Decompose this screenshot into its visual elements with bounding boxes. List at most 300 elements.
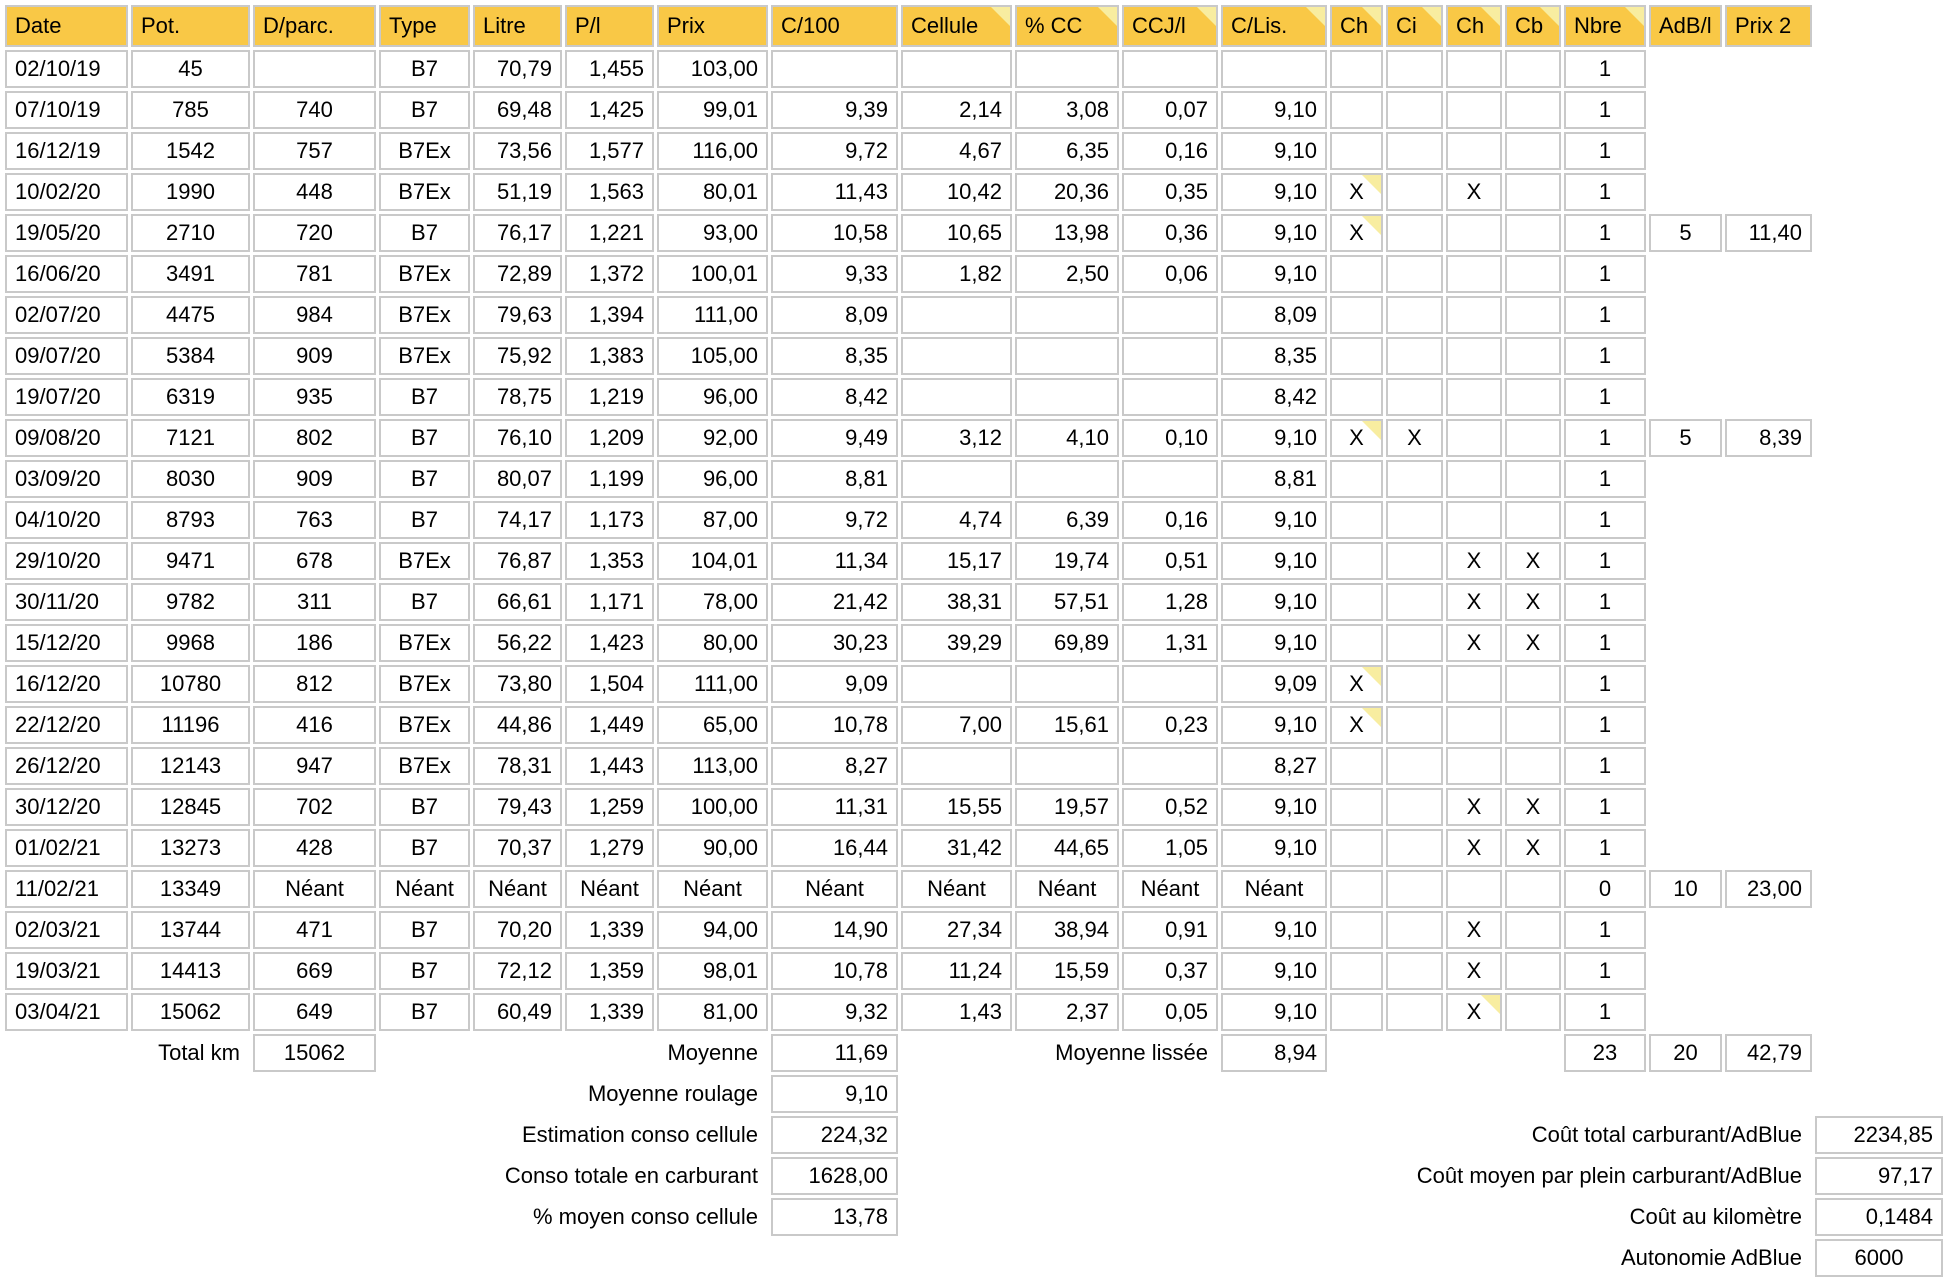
cell-type-row7[interactable]: B7Ex: [379, 296, 470, 334]
cell-clis-row8[interactable]: 8,35: [1221, 337, 1327, 375]
cell-dparc-row21[interactable]: Néant: [253, 870, 376, 908]
cell-clis-row19[interactable]: 9,10: [1221, 788, 1327, 826]
column-header-nbre[interactable]: Nbre: [1564, 5, 1646, 47]
cell-nbre-row24[interactable]: 1: [1564, 993, 1646, 1031]
cell-dparc-row13[interactable]: 678: [253, 542, 376, 580]
cell-prix2-row19[interactable]: [1725, 788, 1812, 826]
cell-cb-row19[interactable]: X: [1505, 788, 1561, 826]
cell-adbl-row5[interactable]: 5: [1649, 214, 1722, 252]
cell-clis-row3[interactable]: 9,10: [1221, 132, 1327, 170]
cell-prix2-row6[interactable]: [1725, 255, 1812, 293]
cell-pot-row20[interactable]: 13273: [131, 829, 250, 867]
cell-date-row4[interactable]: 10/02/20: [5, 173, 128, 211]
cell-dparc-row8[interactable]: 909: [253, 337, 376, 375]
cell-cellule-row15[interactable]: 39,29: [901, 624, 1012, 662]
cell-pl-row9[interactable]: 1,219: [565, 378, 654, 416]
cell-type-row23[interactable]: B7: [379, 952, 470, 990]
cell-pl-row19[interactable]: 1,259: [565, 788, 654, 826]
cell-prix-row17[interactable]: 65,00: [657, 706, 768, 744]
cout-kilometre-label[interactable]: Coût au kilomètre: [1629, 1204, 1802, 1229]
cell-ccjl-row17[interactable]: 0,23: [1122, 706, 1218, 744]
cell-ch1-row14[interactable]: [1330, 583, 1383, 621]
cell-nbre-row16[interactable]: 1: [1564, 665, 1646, 703]
cell-cellule-row14[interactable]: 38,31: [901, 583, 1012, 621]
cell-dparc-row16[interactable]: 812: [253, 665, 376, 703]
cell-ci-row15[interactable]: [1386, 624, 1443, 662]
cell-prix-row19[interactable]: 100,00: [657, 788, 768, 826]
cell-nbre-row6[interactable]: 1: [1564, 255, 1646, 293]
cell-date-row14[interactable]: 30/11/20: [5, 583, 128, 621]
cell-ccjl-row20[interactable]: 1,05: [1122, 829, 1218, 867]
cell-dparc-row14[interactable]: 311: [253, 583, 376, 621]
cell-pl-row11[interactable]: 1,199: [565, 460, 654, 498]
cell-c100-row9[interactable]: 8,42: [771, 378, 898, 416]
cell-adbl-row2[interactable]: [1649, 91, 1722, 129]
cout-moyen-plein-value[interactable]: 97,17: [1815, 1157, 1943, 1195]
cell-prix2-row24[interactable]: [1725, 993, 1812, 1031]
cell-nbre-row19[interactable]: 1: [1564, 788, 1646, 826]
cell-ccjl-row1[interactable]: [1122, 50, 1218, 88]
cell-ch2-row4[interactable]: X: [1446, 173, 1502, 211]
cell-prix2-row23[interactable]: [1725, 952, 1812, 990]
pct-moyen-conso-cellule-label[interactable]: % moyen conso cellule: [532, 1204, 758, 1229]
cell-clis-row1[interactable]: [1221, 50, 1327, 88]
cell-pl-row24[interactable]: 1,339: [565, 993, 654, 1031]
cell-cb-row22[interactable]: [1505, 911, 1561, 949]
cell-dparc-row1[interactable]: [253, 50, 376, 88]
cell-date-row20[interactable]: 01/02/21: [5, 829, 128, 867]
cell-ch1-row13[interactable]: [1330, 542, 1383, 580]
cell-ccjl-row10[interactable]: 0,10: [1122, 419, 1218, 457]
cell-pot-row17[interactable]: 11196: [131, 706, 250, 744]
cell-prix2-row18[interactable]: [1725, 747, 1812, 785]
cell-c100-row18[interactable]: 8,27: [771, 747, 898, 785]
cell-cellule-row22[interactable]: 27,34: [901, 911, 1012, 949]
cell-date-row9[interactable]: 19/07/20: [5, 378, 128, 416]
cell-adbl-row6[interactable]: [1649, 255, 1722, 293]
cell-cb-row21[interactable]: [1505, 870, 1561, 908]
cell-nbre-row5[interactable]: 1: [1564, 214, 1646, 252]
cell-c100-row2[interactable]: 9,39: [771, 91, 898, 129]
cell-pl-row22[interactable]: 1,339: [565, 911, 654, 949]
cell-prix-row12[interactable]: 87,00: [657, 501, 768, 539]
cell-c100-row13[interactable]: 11,34: [771, 542, 898, 580]
cell-pl-row16[interactable]: 1,504: [565, 665, 654, 703]
cell-pcc-row23[interactable]: 15,59: [1015, 952, 1119, 990]
cell-clis-row12[interactable]: 9,10: [1221, 501, 1327, 539]
cell-type-row24[interactable]: B7: [379, 993, 470, 1031]
cell-ccjl-row14[interactable]: 1,28: [1122, 583, 1218, 621]
cell-type-row3[interactable]: B7Ex: [379, 132, 470, 170]
cell-cellule-row6[interactable]: 1,82: [901, 255, 1012, 293]
column-header-type[interactable]: Type: [379, 5, 470, 47]
cell-pot-row22[interactable]: 13744: [131, 911, 250, 949]
cell-c100-row17[interactable]: 10,78: [771, 706, 898, 744]
cell-clis-row5[interactable]: 9,10: [1221, 214, 1327, 252]
cell-type-row2[interactable]: B7: [379, 91, 470, 129]
cell-type-row1[interactable]: B7: [379, 50, 470, 88]
cell-ch2-row20[interactable]: X: [1446, 829, 1502, 867]
cell-prix2-row10[interactable]: 8,39: [1725, 419, 1812, 457]
cell-ccjl-row22[interactable]: 0,91: [1122, 911, 1218, 949]
cell-cb-row1[interactable]: [1505, 50, 1561, 88]
cell-ch1-row10[interactable]: X: [1330, 419, 1383, 457]
cell-ch1-row6[interactable]: [1330, 255, 1383, 293]
cell-ccjl-row4[interactable]: 0,35: [1122, 173, 1218, 211]
cell-pcc-row8[interactable]: [1015, 337, 1119, 375]
cell-clis-row4[interactable]: 9,10: [1221, 173, 1327, 211]
cell-pcc-row24[interactable]: 2,37: [1015, 993, 1119, 1031]
cell-clis-row16[interactable]: 9,09: [1221, 665, 1327, 703]
cell-date-row5[interactable]: 19/05/20: [5, 214, 128, 252]
cell-ch1-row2[interactable]: [1330, 91, 1383, 129]
cell-ci-row7[interactable]: [1386, 296, 1443, 334]
cell-dparc-row24[interactable]: 649: [253, 993, 376, 1031]
cell-pcc-row21[interactable]: Néant: [1015, 870, 1119, 908]
cell-adbl-row4[interactable]: [1649, 173, 1722, 211]
cell-ccjl-row9[interactable]: [1122, 378, 1218, 416]
cell-date-row12[interactable]: 04/10/20: [5, 501, 128, 539]
cell-litre-row24[interactable]: 60,49: [473, 993, 562, 1031]
cell-pl-row1[interactable]: 1,455: [565, 50, 654, 88]
cell-pot-row14[interactable]: 9782: [131, 583, 250, 621]
cell-litre-row21[interactable]: Néant: [473, 870, 562, 908]
cell-date-row18[interactable]: 26/12/20: [5, 747, 128, 785]
cell-pot-row1[interactable]: 45: [131, 50, 250, 88]
cell-nbre-row10[interactable]: 1: [1564, 419, 1646, 457]
cell-cb-row16[interactable]: [1505, 665, 1561, 703]
autonomie-adblue-label[interactable]: Autonomie AdBlue: [1620, 1245, 1802, 1270]
cell-prix-row14[interactable]: 78,00: [657, 583, 768, 621]
cell-pl-row18[interactable]: 1,443: [565, 747, 654, 785]
cell-pot-row8[interactable]: 5384: [131, 337, 250, 375]
cell-c100-row1[interactable]: [771, 50, 898, 88]
cell-prix2-row14[interactable]: [1725, 583, 1812, 621]
cout-moyen-plein-label[interactable]: Coût moyen par plein carburant/AdBlue: [1416, 1163, 1802, 1188]
cell-pl-row17[interactable]: 1,449: [565, 706, 654, 744]
cell-prix-row10[interactable]: 92,00: [657, 419, 768, 457]
cell-date-row22[interactable]: 02/03/21: [5, 911, 128, 949]
cell-dparc-row20[interactable]: 428: [253, 829, 376, 867]
column-header-clis[interactable]: C/Lis.: [1221, 5, 1327, 47]
cell-cellule-row18[interactable]: [901, 747, 1012, 785]
cell-cb-row14[interactable]: X: [1505, 583, 1561, 621]
moyenne-lissee-value[interactable]: 8,94: [1221, 1034, 1327, 1072]
cell-ccjl-row16[interactable]: [1122, 665, 1218, 703]
column-header-litre[interactable]: Litre: [473, 5, 562, 47]
moyenne-roulage-label[interactable]: Moyenne roulage: [587, 1081, 758, 1106]
cell-c100-row10[interactable]: 9,49: [771, 419, 898, 457]
column-header-ccjl[interactable]: CCJ/l: [1122, 5, 1218, 47]
cout-total-value[interactable]: 2234,85: [1815, 1116, 1943, 1154]
cell-pot-row5[interactable]: 2710: [131, 214, 250, 252]
cell-prix2-row9[interactable]: [1725, 378, 1812, 416]
cell-pot-row9[interactable]: 6319: [131, 378, 250, 416]
cell-ccjl-row18[interactable]: [1122, 747, 1218, 785]
cell-cb-row8[interactable]: [1505, 337, 1561, 375]
cell-cb-row11[interactable]: [1505, 460, 1561, 498]
cell-pl-row12[interactable]: 1,173: [565, 501, 654, 539]
cell-date-row19[interactable]: 30/12/20: [5, 788, 128, 826]
cell-date-row16[interactable]: 16/12/20: [5, 665, 128, 703]
cell-prix-row11[interactable]: 96,00: [657, 460, 768, 498]
cell-ch2-row18[interactable]: [1446, 747, 1502, 785]
cell-nbre-row7[interactable]: 1: [1564, 296, 1646, 334]
cell-prix-row22[interactable]: 94,00: [657, 911, 768, 949]
cell-nbre-row2[interactable]: 1: [1564, 91, 1646, 129]
cell-cellule-row23[interactable]: 11,24: [901, 952, 1012, 990]
cell-cb-row9[interactable]: [1505, 378, 1561, 416]
cell-ch2-row12[interactable]: [1446, 501, 1502, 539]
cell-prix-row6[interactable]: 100,01: [657, 255, 768, 293]
cell-ci-row4[interactable]: [1386, 173, 1443, 211]
moyenne-lissee-label[interactable]: Moyenne lissée: [1055, 1040, 1208, 1065]
cell-date-row13[interactable]: 29/10/20: [5, 542, 128, 580]
cell-pl-row13[interactable]: 1,353: [565, 542, 654, 580]
column-header-pcc[interactable]: % CC: [1015, 5, 1119, 47]
moyenne-value[interactable]: 11,69: [771, 1034, 898, 1072]
cell-nbre-row3[interactable]: 1: [1564, 132, 1646, 170]
cell-nbre-row23[interactable]: 1: [1564, 952, 1646, 990]
cell-date-row1[interactable]: 02/10/19: [5, 50, 128, 88]
cell-cb-row12[interactable]: [1505, 501, 1561, 539]
cell-cb-row13[interactable]: X: [1505, 542, 1561, 580]
cell-ch2-row15[interactable]: X: [1446, 624, 1502, 662]
cell-prix2-row22[interactable]: [1725, 911, 1812, 949]
cell-litre-row1[interactable]: 70,79: [473, 50, 562, 88]
cell-pcc-row18[interactable]: [1015, 747, 1119, 785]
cell-dparc-row22[interactable]: 471: [253, 911, 376, 949]
cell-cellule-row20[interactable]: 31,42: [901, 829, 1012, 867]
cell-date-row8[interactable]: 09/07/20: [5, 337, 128, 375]
cell-ci-row18[interactable]: [1386, 747, 1443, 785]
cell-pl-row8[interactable]: 1,383: [565, 337, 654, 375]
cell-prix2-row11[interactable]: [1725, 460, 1812, 498]
cell-type-row20[interactable]: B7: [379, 829, 470, 867]
cell-ch1-row23[interactable]: [1330, 952, 1383, 990]
cell-ccjl-row7[interactable]: [1122, 296, 1218, 334]
cell-ch1-row9[interactable]: [1330, 378, 1383, 416]
cell-pot-row3[interactable]: 1542: [131, 132, 250, 170]
cell-pot-row11[interactable]: 8030: [131, 460, 250, 498]
cell-pcc-row13[interactable]: 19,74: [1015, 542, 1119, 580]
cell-ch1-row24[interactable]: [1330, 993, 1383, 1031]
cell-prix-row18[interactable]: 113,00: [657, 747, 768, 785]
prix2-total[interactable]: 42,79: [1725, 1034, 1812, 1072]
cell-cb-row10[interactable]: [1505, 419, 1561, 457]
cell-ccjl-row19[interactable]: 0,52: [1122, 788, 1218, 826]
cell-dparc-row5[interactable]: 720: [253, 214, 376, 252]
moyenne-label[interactable]: Moyenne: [667, 1040, 758, 1065]
column-header-pl[interactable]: P/l: [565, 5, 654, 47]
cell-clis-row10[interactable]: 9,10: [1221, 419, 1327, 457]
cell-pot-row23[interactable]: 14413: [131, 952, 250, 990]
cell-ci-row17[interactable]: [1386, 706, 1443, 744]
cell-ch2-row5[interactable]: [1446, 214, 1502, 252]
cell-c100-row5[interactable]: 10,58: [771, 214, 898, 252]
cell-pl-row3[interactable]: 1,577: [565, 132, 654, 170]
cell-cb-row7[interactable]: [1505, 296, 1561, 334]
cell-prix-row8[interactable]: 105,00: [657, 337, 768, 375]
cell-prix-row24[interactable]: 81,00: [657, 993, 768, 1031]
cell-clis-row7[interactable]: 8,09: [1221, 296, 1327, 334]
cell-c100-row16[interactable]: 9,09: [771, 665, 898, 703]
cell-type-row17[interactable]: B7Ex: [379, 706, 470, 744]
cell-clis-row22[interactable]: 9,10: [1221, 911, 1327, 949]
cell-litre-row5[interactable]: 76,17: [473, 214, 562, 252]
cell-type-row11[interactable]: B7: [379, 460, 470, 498]
cell-dparc-row17[interactable]: 416: [253, 706, 376, 744]
cell-ci-row12[interactable]: [1386, 501, 1443, 539]
cell-cellule-row17[interactable]: 7,00: [901, 706, 1012, 744]
cell-adbl-row16[interactable]: [1649, 665, 1722, 703]
cell-type-row12[interactable]: B7: [379, 501, 470, 539]
cell-prix-row15[interactable]: 80,00: [657, 624, 768, 662]
cell-adbl-row1[interactable]: [1649, 50, 1722, 88]
cell-cellule-row24[interactable]: 1,43: [901, 993, 1012, 1031]
cell-litre-row4[interactable]: 51,19: [473, 173, 562, 211]
cell-pcc-row14[interactable]: 57,51: [1015, 583, 1119, 621]
cell-ch1-row11[interactable]: [1330, 460, 1383, 498]
cell-ch2-row6[interactable]: [1446, 255, 1502, 293]
cell-nbre-row18[interactable]: 1: [1564, 747, 1646, 785]
adb-total[interactable]: 20: [1649, 1034, 1722, 1072]
cell-prix-row16[interactable]: 111,00: [657, 665, 768, 703]
cell-adbl-row7[interactable]: [1649, 296, 1722, 334]
cell-prix-row7[interactable]: 111,00: [657, 296, 768, 334]
cell-type-row6[interactable]: B7Ex: [379, 255, 470, 293]
cell-adbl-row18[interactable]: [1649, 747, 1722, 785]
cell-cellule-row7[interactable]: [901, 296, 1012, 334]
cell-date-row17[interactable]: 22/12/20: [5, 706, 128, 744]
column-header-prix2[interactable]: Prix 2: [1725, 5, 1812, 47]
cell-ch1-row16[interactable]: X: [1330, 665, 1383, 703]
cell-nbre-row21[interactable]: 0: [1564, 870, 1646, 908]
cell-c100-row20[interactable]: 16,44: [771, 829, 898, 867]
cell-prix2-row16[interactable]: [1725, 665, 1812, 703]
cell-type-row15[interactable]: B7Ex: [379, 624, 470, 662]
cell-ch1-row21[interactable]: [1330, 870, 1383, 908]
cell-cellule-row10[interactable]: 3,12: [901, 419, 1012, 457]
cell-pcc-row9[interactable]: [1015, 378, 1119, 416]
cell-cellule-row9[interactable]: [901, 378, 1012, 416]
cell-prix-row20[interactable]: 90,00: [657, 829, 768, 867]
cell-adbl-row11[interactable]: [1649, 460, 1722, 498]
cell-dparc-row4[interactable]: 448: [253, 173, 376, 211]
cell-cellule-row3[interactable]: 4,67: [901, 132, 1012, 170]
cell-litre-row8[interactable]: 75,92: [473, 337, 562, 375]
cell-cellule-row8[interactable]: [901, 337, 1012, 375]
cell-c100-row11[interactable]: 8,81: [771, 460, 898, 498]
cell-litre-row6[interactable]: 72,89: [473, 255, 562, 293]
cell-nbre-row17[interactable]: 1: [1564, 706, 1646, 744]
estimation-conso-cellule-label[interactable]: Estimation conso cellule: [521, 1122, 758, 1147]
cell-ci-row24[interactable]: [1386, 993, 1443, 1031]
cell-prix-row9[interactable]: 96,00: [657, 378, 768, 416]
cell-type-row10[interactable]: B7: [379, 419, 470, 457]
cell-adbl-row21[interactable]: 10: [1649, 870, 1722, 908]
cell-cb-row5[interactable]: [1505, 214, 1561, 252]
cell-litre-row22[interactable]: 70,20: [473, 911, 562, 949]
cell-c100-row21[interactable]: Néant: [771, 870, 898, 908]
cell-prix-row21[interactable]: Néant: [657, 870, 768, 908]
conso-totale-value[interactable]: 1628,00: [771, 1157, 898, 1195]
cell-type-row16[interactable]: B7Ex: [379, 665, 470, 703]
cell-dparc-row3[interactable]: 757: [253, 132, 376, 170]
cell-adbl-row19[interactable]: [1649, 788, 1722, 826]
cell-adbl-row22[interactable]: [1649, 911, 1722, 949]
cell-ccjl-row8[interactable]: [1122, 337, 1218, 375]
cell-clis-row18[interactable]: 8,27: [1221, 747, 1327, 785]
cell-cellule-row13[interactable]: 15,17: [901, 542, 1012, 580]
cell-litre-row16[interactable]: 73,80: [473, 665, 562, 703]
column-header-date[interactable]: Date: [5, 5, 128, 47]
cell-clis-row9[interactable]: 8,42: [1221, 378, 1327, 416]
cell-ci-row11[interactable]: [1386, 460, 1443, 498]
cell-pl-row6[interactable]: 1,372: [565, 255, 654, 293]
cell-pot-row15[interactable]: 9968: [131, 624, 250, 662]
cell-nbre-row11[interactable]: 1: [1564, 460, 1646, 498]
cell-pcc-row4[interactable]: 20,36: [1015, 173, 1119, 211]
cell-pl-row4[interactable]: 1,563: [565, 173, 654, 211]
cell-cellule-row21[interactable]: Néant: [901, 870, 1012, 908]
cell-ccjl-row13[interactable]: 0,51: [1122, 542, 1218, 580]
cell-ccjl-row3[interactable]: 0,16: [1122, 132, 1218, 170]
cell-prix2-row20[interactable]: [1725, 829, 1812, 867]
cell-ch2-row24[interactable]: X: [1446, 993, 1502, 1031]
cell-ci-row6[interactable]: [1386, 255, 1443, 293]
cell-pcc-row3[interactable]: 6,35: [1015, 132, 1119, 170]
cell-ch1-row4[interactable]: X: [1330, 173, 1383, 211]
cell-ccjl-row23[interactable]: 0,37: [1122, 952, 1218, 990]
cell-prix2-row15[interactable]: [1725, 624, 1812, 662]
cell-c100-row14[interactable]: 21,42: [771, 583, 898, 621]
cell-cellule-row16[interactable]: [901, 665, 1012, 703]
cell-litre-row20[interactable]: 70,37: [473, 829, 562, 867]
cell-cb-row2[interactable]: [1505, 91, 1561, 129]
cell-pcc-row11[interactable]: [1015, 460, 1119, 498]
cell-c100-row23[interactable]: 10,78: [771, 952, 898, 990]
column-header-pot[interactable]: Pot.: [131, 5, 250, 47]
cell-pcc-row7[interactable]: [1015, 296, 1119, 334]
cell-litre-row19[interactable]: 79,43: [473, 788, 562, 826]
cell-ch2-row3[interactable]: [1446, 132, 1502, 170]
cell-type-row8[interactable]: B7Ex: [379, 337, 470, 375]
column-header-ch1[interactable]: Ch: [1330, 5, 1383, 47]
cell-clis-row13[interactable]: 9,10: [1221, 542, 1327, 580]
nbre-total[interactable]: 23: [1564, 1034, 1646, 1072]
cell-clis-row20[interactable]: 9,10: [1221, 829, 1327, 867]
cell-c100-row4[interactable]: 11,43: [771, 173, 898, 211]
cell-ccjl-row21[interactable]: Néant: [1122, 870, 1218, 908]
cell-pot-row21[interactable]: 13349: [131, 870, 250, 908]
cell-ch2-row23[interactable]: X: [1446, 952, 1502, 990]
cell-pl-row10[interactable]: 1,209: [565, 419, 654, 457]
cell-c100-row7[interactable]: 8,09: [771, 296, 898, 334]
column-header-c100[interactable]: C/100: [771, 5, 898, 47]
cout-total-label[interactable]: Coût total carburant/AdBlue: [1531, 1122, 1802, 1147]
cell-cb-row6[interactable]: [1505, 255, 1561, 293]
cell-ch1-row20[interactable]: [1330, 829, 1383, 867]
cell-prix-row5[interactable]: 93,00: [657, 214, 768, 252]
cell-cb-row4[interactable]: [1505, 173, 1561, 211]
cell-cb-row18[interactable]: [1505, 747, 1561, 785]
cell-ch2-row13[interactable]: X: [1446, 542, 1502, 580]
cell-ch1-row3[interactable]: [1330, 132, 1383, 170]
cell-ch2-row9[interactable]: [1446, 378, 1502, 416]
cell-adbl-row23[interactable]: [1649, 952, 1722, 990]
cell-ci-row2[interactable]: [1386, 91, 1443, 129]
